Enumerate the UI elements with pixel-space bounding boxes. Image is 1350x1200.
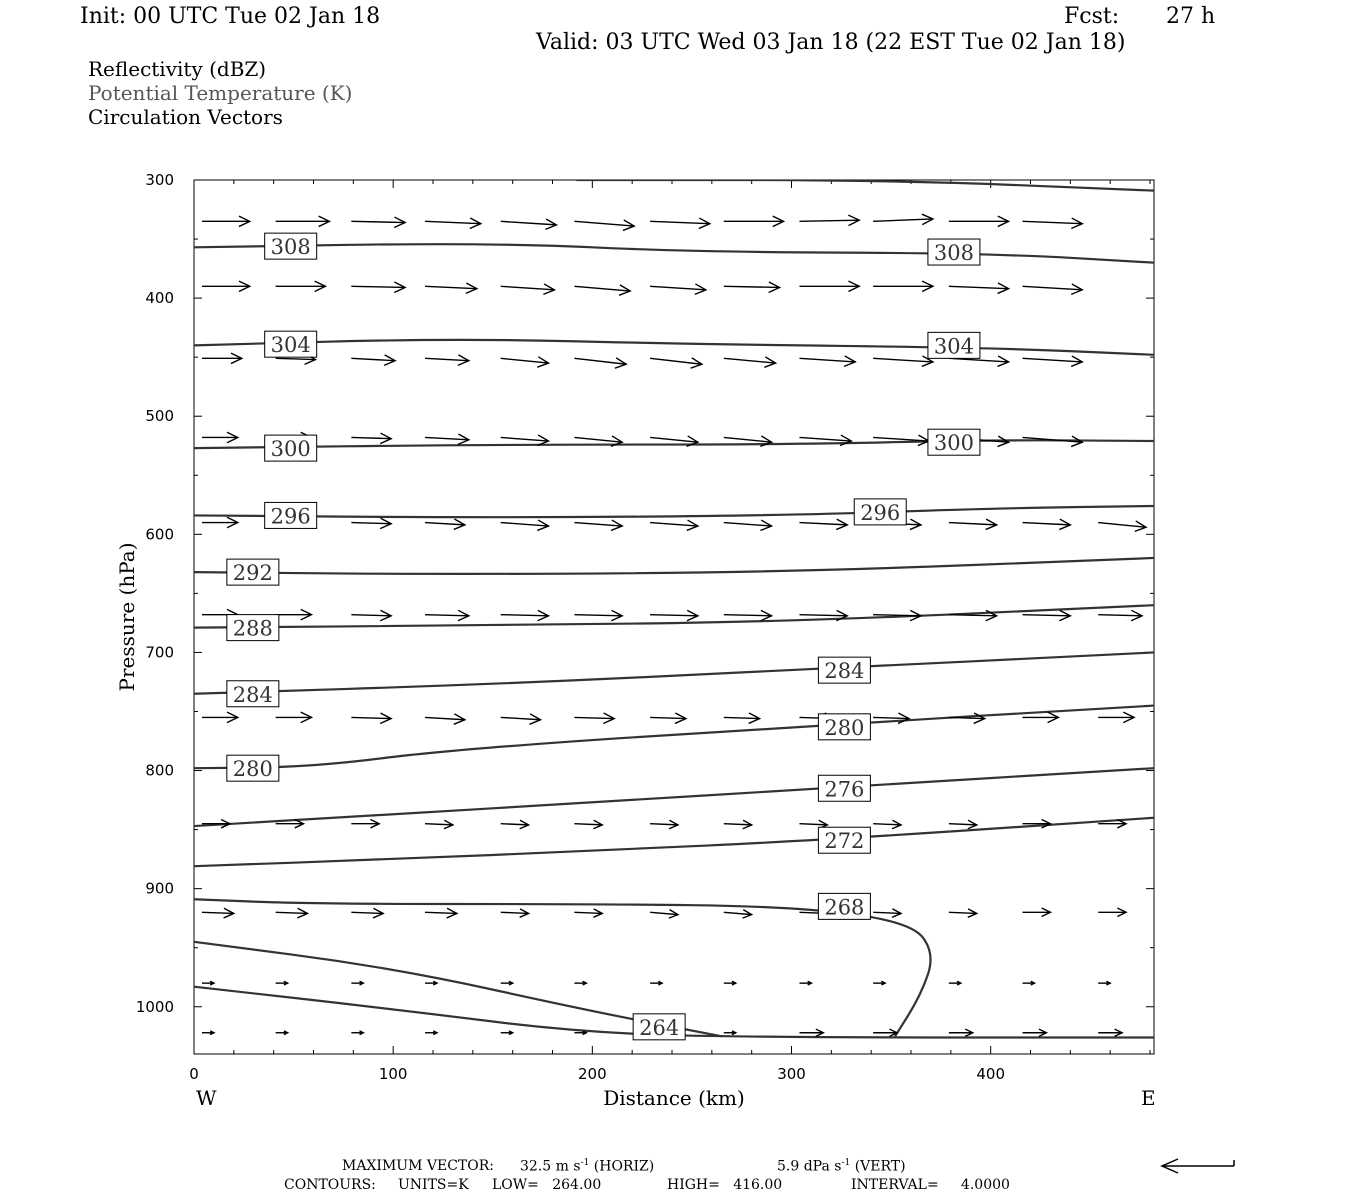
circulation-vector — [351, 358, 395, 360]
max-vector-horiz: 32.5 m $s^{-1}$ (HORIZ) — [520, 1158, 655, 1175]
circulation-vector — [949, 523, 997, 525]
circulation-vector — [949, 824, 977, 825]
isentrope-label: 264 — [639, 1015, 680, 1040]
circulation-vector — [501, 286, 555, 290]
circulation-vector — [949, 912, 977, 913]
isentrope-line — [194, 244, 1154, 263]
circulation-vector — [650, 286, 706, 290]
field-reflectivity: Reflectivity (dBZ) — [88, 57, 267, 81]
circulation-vector — [501, 717, 541, 719]
circulation-vector — [351, 912, 383, 913]
circulation-vector — [650, 615, 698, 616]
plot-frame — [194, 180, 1154, 1054]
circulation-vector — [799, 220, 859, 221]
circulation-vector — [873, 717, 909, 718]
circulation-vector — [202, 912, 234, 913]
circulation-vector — [724, 286, 780, 287]
circulation-vector — [425, 912, 457, 913]
max-vector-label: MAXIMUM VECTOR: — [342, 1158, 494, 1174]
isentrope-label: 296 — [270, 504, 311, 529]
circulation-vector — [351, 615, 391, 616]
circulation-vector — [799, 523, 847, 525]
circulation-vector — [351, 437, 391, 438]
contours-label: CONTOURS: — [284, 1177, 376, 1193]
circulation-vector — [574, 912, 602, 913]
circulation-vector — [501, 912, 529, 913]
field-circulation: Circulation Vectors — [88, 105, 283, 129]
init-time: Init: 00 UTC Tue 02 Jan 18 — [80, 4, 381, 29]
circulation-vector — [425, 358, 469, 360]
field-potential-temperature: Potential Temperature (K) — [88, 81, 353, 105]
x-axis-label: Distance (km) — [603, 1086, 745, 1110]
circulation-vector — [351, 221, 405, 222]
y-axis-label: Pressure (hPa) — [115, 542, 139, 692]
circulation-vector — [574, 286, 630, 291]
circulation-vector — [501, 615, 549, 616]
circulation-vector — [650, 221, 710, 223]
reference-vector-arrow — [1162, 1159, 1234, 1173]
circulation-vector — [1023, 523, 1071, 525]
isentrope-label: 284 — [824, 659, 865, 684]
isentrope-line — [576, 180, 1154, 191]
circulation-vector — [425, 824, 453, 825]
x-tick-label: 400 — [976, 1065, 1006, 1083]
y-tick-label: 300 — [145, 171, 174, 189]
circulation-vector — [425, 221, 481, 223]
x-tick-label: 100 — [378, 1065, 408, 1083]
contours-units: UNITS=K — [398, 1177, 469, 1193]
isentrope-line — [194, 506, 1154, 517]
isentrope-label: 280 — [232, 757, 273, 782]
circulation-vector — [276, 912, 308, 913]
contours-interval: INTERVAL= 4.0000 — [851, 1177, 1010, 1193]
circulation-vector — [425, 437, 469, 439]
circulation-vector — [501, 523, 549, 527]
isentrope-label: 280 — [824, 715, 865, 740]
circulation-vector — [1023, 615, 1071, 616]
circulation-vector — [873, 219, 933, 221]
circulation-vector — [574, 615, 622, 616]
circulation-vector — [501, 824, 529, 825]
circulation-vector — [574, 523, 622, 527]
circulation-vector — [799, 615, 847, 616]
valid-time: Valid: 03 UTC Wed 03 Jan 18 (22 EST Tue 02 Jan 18) — [536, 30, 1126, 55]
circulation-vector — [949, 615, 997, 616]
circulation-vector — [425, 717, 465, 719]
isentrope-label: 288 — [232, 616, 273, 641]
y-tick-label: 500 — [145, 407, 174, 426]
isentrope-line — [194, 558, 1154, 574]
circulation-vector — [574, 221, 634, 226]
isentrope-label: 296 — [860, 500, 901, 525]
circulation-vector — [425, 286, 477, 288]
isentrope-line — [194, 440, 1154, 448]
contours-high: HIGH= 416.00 — [667, 1177, 783, 1193]
circulation-vector — [1023, 358, 1083, 362]
circulation-vector — [873, 615, 921, 616]
circulation-vector — [574, 717, 614, 718]
circulation-vector — [724, 615, 772, 616]
circulation-vector — [351, 717, 391, 718]
west-label: W — [196, 1086, 217, 1110]
circulation-vector — [724, 824, 752, 825]
circulation-vector — [425, 523, 465, 525]
circulation-vector — [351, 523, 391, 524]
circulation-vector — [650, 717, 686, 718]
x-tick-label: 200 — [578, 1065, 607, 1083]
isentrope-label: 304 — [270, 333, 311, 358]
circulation-vector — [799, 437, 851, 441]
circulation-vector — [1023, 221, 1083, 223]
isentrope-label: 292 — [232, 561, 273, 586]
circulation-vector — [351, 286, 405, 287]
circulation-vector — [574, 824, 602, 825]
forecast-label: Fcst: — [1064, 4, 1120, 29]
isentrope-label: 300 — [933, 431, 974, 456]
circulation-vector — [873, 824, 901, 825]
forecast-hour: 27 h — [1166, 4, 1216, 29]
isentrope-label: 284 — [232, 682, 273, 707]
circulation-vector — [873, 912, 901, 913]
isentrope-label: 300 — [270, 437, 311, 462]
y-tick-label: 900 — [145, 879, 174, 898]
isentrope-line — [194, 652, 1154, 693]
y-tick-label: 400 — [145, 289, 174, 308]
circulation-vector — [1098, 615, 1142, 616]
isentrope-label: 304 — [933, 334, 974, 359]
circulation-vector — [873, 437, 929, 441]
circulation-vector — [949, 358, 1009, 362]
circulation-vector — [873, 358, 933, 362]
circulation-vector — [949, 286, 1009, 288]
east-label: E — [1141, 1086, 1156, 1110]
isentrope-label: 276 — [824, 777, 865, 802]
circulation-vector — [799, 358, 855, 362]
y-tick-label: 600 — [145, 525, 174, 544]
circulation-vector — [650, 824, 678, 825]
circulation-vector — [1023, 286, 1083, 290]
circulation-vector — [650, 523, 698, 527]
isentrope-label: 308 — [933, 241, 974, 266]
isentrope-label: 308 — [270, 235, 311, 260]
isentrope-line — [194, 605, 1154, 627]
y-tick-label: 800 — [145, 761, 174, 780]
isentrope-line — [194, 768, 1154, 826]
circulation-vector — [724, 523, 772, 527]
isentrope-line — [194, 340, 1154, 355]
x-tick-label: 300 — [777, 1065, 806, 1083]
contours-low: LOW= 264.00 — [492, 1177, 602, 1193]
isentrope-label: 268 — [824, 895, 865, 920]
isentrope-label: 272 — [824, 829, 865, 854]
max-vector-vert: 5.9 dPa $s^{-1}$ (VERT) — [777, 1158, 906, 1175]
circulation-vector — [501, 221, 557, 225]
circulation-vector — [799, 824, 827, 825]
circulation-vector — [425, 615, 469, 616]
circulation-vector — [276, 358, 316, 359]
circulation-vector — [724, 717, 760, 718]
x-tick-label: 0 — [189, 1065, 199, 1083]
circulation-vector — [501, 437, 549, 441]
isentrope-line — [194, 706, 1154, 769]
y-tick-label: 1000 — [135, 997, 174, 1016]
y-tick-label: 700 — [145, 643, 174, 662]
